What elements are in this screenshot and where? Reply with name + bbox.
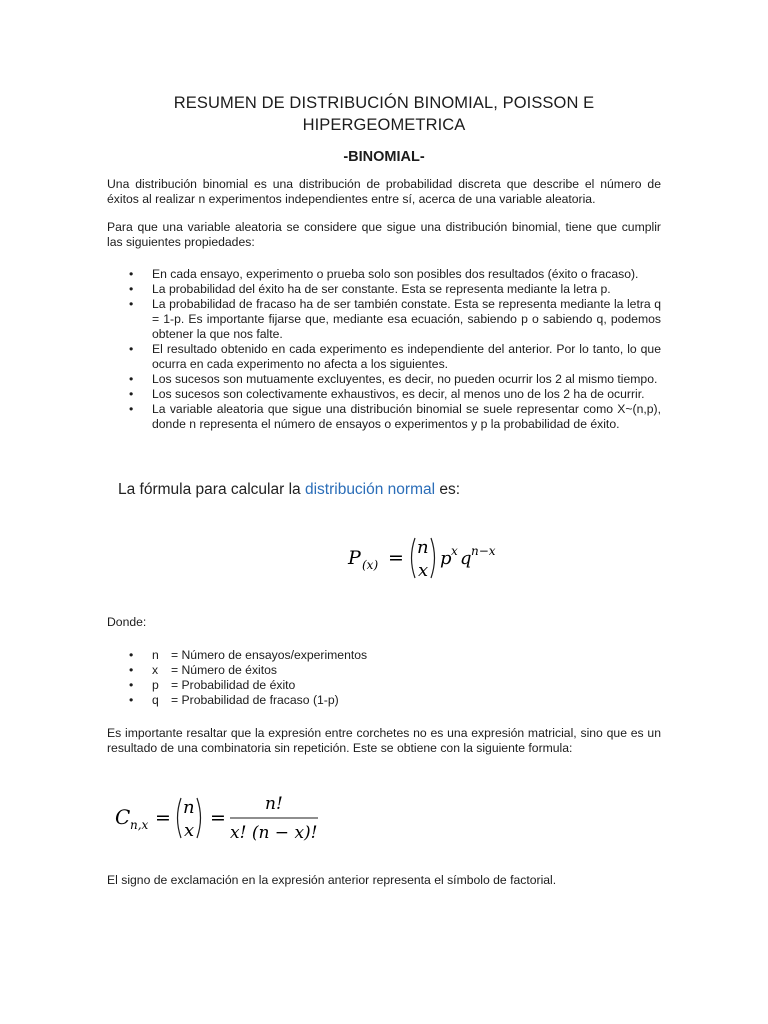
list-item	[107, 297, 661, 342]
combination-equals-1: =	[155, 807, 171, 829]
bullet-icon: •	[129, 372, 134, 386]
list-item-text: Los sucesos son colectivamente exhaustivos, es decir, al menos uno de los 2 ha de ocurrir.	[152, 387, 645, 401]
list-item-text: La variable aleatoria que sigue una distribución binomial se suele representar como X~(n,p), donde n representa el número de ensayos o experimentos y p la probabilidad de éxito.	[152, 402, 661, 431]
formula-caption-link: distribución normal	[304, 481, 436, 498]
definition-description: = Probabilidad de fracaso (1-p)	[171, 693, 339, 707]
combination-lhs-subscript: n,x	[130, 818, 149, 832]
bullet-icon: •	[129, 297, 134, 311]
right-paren	[431, 538, 435, 578]
formula-base-q: q	[460, 548, 472, 569]
combination-equals-2: =	[210, 807, 226, 829]
variable-definitions-list	[107, 648, 367, 708]
properties-list	[107, 267, 661, 432]
left-paren	[412, 538, 416, 578]
formula-exp-x: x	[451, 544, 458, 558]
formula-exp-n-x: n−x	[471, 544, 496, 558]
list-item	[107, 402, 661, 432]
definition-description: = Probabilidad de éxito	[171, 678, 296, 692]
formula-caption-suffix: es:	[435, 481, 461, 498]
formula-lhs: P	[348, 547, 361, 569]
definition-description: = Número de éxitos	[171, 663, 278, 677]
bullet-icon: •	[129, 402, 134, 416]
combination-lhs: C	[115, 805, 131, 829]
formula-lhs-subscript: (x)	[362, 558, 379, 572]
formula-equals: =	[388, 547, 404, 569]
binom-top: n	[183, 797, 195, 818]
list-item	[107, 693, 367, 708]
paragraph-combinatoria: Es importante resaltar que la expresión entre corchetes no es una expresión matricial, sino que es un resultado de una combinatoria sin repetición. Este se obtiene con la siguiente formula:	[107, 726, 661, 755]
binom-bottom: x	[184, 820, 195, 841]
list-item	[107, 282, 661, 297]
paragraph-properties-intro: Para que una variable aleatoria se considere que sigue una distribución binomial, tiene que cumplir las siguientes propiedades:	[107, 220, 661, 249]
list-item	[107, 387, 661, 402]
list-item	[107, 267, 661, 282]
left-paren	[178, 798, 182, 838]
list-item-text: La probabilidad de fracaso ha de ser también constate. Esta se representa mediante la letra q = 1-p. Es importante fijarse que, mediante esa ecuación, sabiendo p o sabiendo q, podemos obtener la que nos falte.	[152, 297, 661, 341]
definition-description: = Número de ensayos/experimentos	[171, 648, 368, 662]
list-item	[107, 372, 661, 387]
bullet-icon: •	[129, 678, 134, 692]
fraction-numerator: n!	[265, 794, 283, 814]
paragraph-factorial: El signo de exclamación en la expresión anterior representa el símbolo de factorial.	[107, 873, 557, 887]
bullet-icon: •	[129, 663, 134, 677]
bullet-icon: •	[129, 693, 134, 707]
binom-top: n	[417, 537, 429, 558]
definition-variable: q	[152, 693, 159, 707]
formula-base-p: p	[440, 548, 452, 569]
title-line-2: HIPERGEOMETRICA	[302, 116, 466, 134]
list-item-text: La probabilidad del éxito ha de ser constante. Esta se representa mediante la letra p.	[152, 282, 611, 296]
list-item-text: El resultado obtenido en cada experimento es independiente del anterior. Por lo tanto, lo que ocurra en cada experimento no afecta a los siguientes.	[152, 342, 661, 371]
list-item-text: En cada ensayo, experimento o prueba solo son posibles dos resultados (éxito o fracaso).	[152, 267, 639, 281]
bullet-icon: •	[129, 282, 134, 296]
formula-caption	[118, 481, 460, 499]
list-item	[107, 342, 661, 372]
list-item	[107, 663, 367, 678]
bullet-icon: •	[129, 342, 134, 356]
combination-formula	[113, 788, 333, 848]
section-heading-binomial: -BINOMIAL-	[343, 149, 425, 165]
list-item	[107, 648, 367, 663]
donde-label: Donde:	[107, 615, 147, 629]
formula-caption-prefix: La fórmula para calcular la	[118, 481, 305, 498]
paragraph-definition: Una distribución binomial es una distribución de probabilidad discreta que describe el número de éxitos al realizar n experimentos independientes entre sí, acerca de una variable aleatoria.	[107, 177, 661, 206]
bullet-icon: •	[129, 387, 134, 401]
title-line-1: RESUMEN DE DISTRIBUCIÓN BINOMIAL, POISSON E	[173, 94, 595, 112]
definition-variable: x	[152, 663, 159, 677]
list-item	[107, 678, 367, 693]
list-item-text: Los sucesos son mutuamente excluyentes, es decir, no pueden ocurrir los 2 al mismo tiempo.	[152, 372, 658, 386]
right-paren	[197, 798, 201, 838]
bullet-icon: •	[129, 648, 134, 662]
definition-variable: n	[152, 648, 159, 662]
binom-bottom: x	[418, 560, 429, 581]
fraction-denominator: x! (n − x)!	[230, 823, 318, 843]
bullet-icon: •	[129, 267, 134, 281]
document-title	[120, 92, 648, 136]
definition-variable: p	[152, 678, 159, 692]
binomial-formula	[340, 528, 496, 588]
